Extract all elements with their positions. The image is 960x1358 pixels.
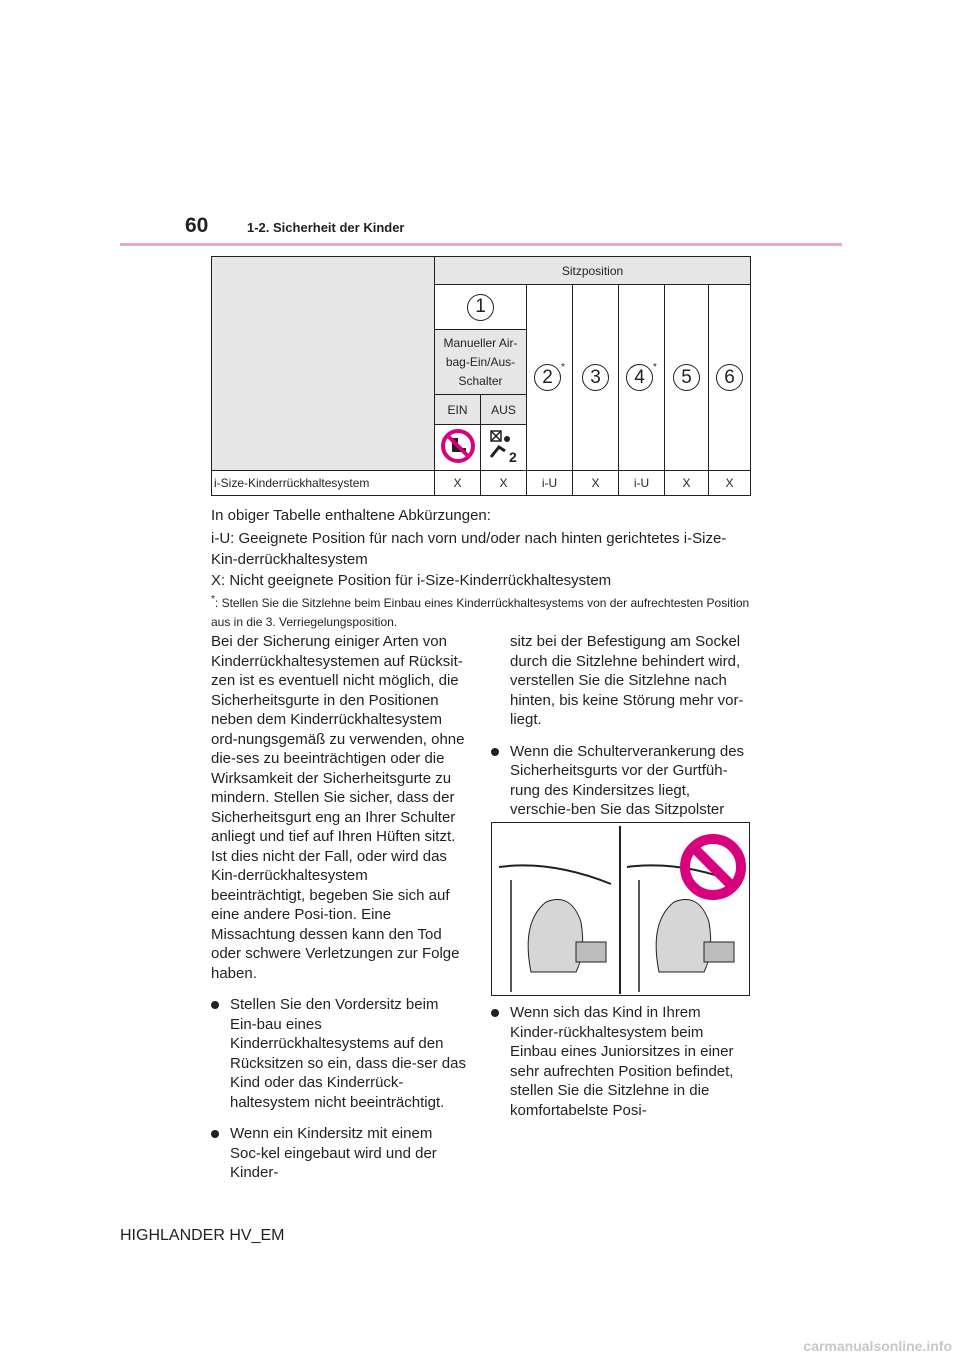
list-item (211, 995, 466, 1112)
sitzposition-header: Sitzposition (435, 257, 751, 285)
bullet-icon (211, 1001, 219, 1009)
watermark: carmanualsonline.info (803, 1338, 952, 1354)
seat-number-3: 3 (582, 364, 609, 391)
airbag-on-indicator-icon (485, 427, 523, 465)
header-divider (120, 243, 842, 246)
svg-text:2: 2 (508, 449, 517, 465)
list-item (491, 1003, 746, 1120)
seat-illustration (491, 822, 750, 996)
seat-6-cell (709, 285, 751, 471)
seat-number-5: 5 (673, 364, 700, 391)
section-title: 1-2. Sicherheit der Kinder (247, 220, 405, 235)
seat-2-asterisk: * (561, 362, 565, 373)
row-label: i-Size-Kinderrückhaltesystem (212, 471, 435, 496)
row-value-3: i-U (527, 471, 573, 496)
bullet-text: Wenn die Schulterverankerung des Sicherheitsgurts vor der Gurtfüh-rung des Kindersitzes liegt, verschie-ben Sie das Sitzpolster (510, 742, 745, 818)
bullet-icon (211, 1130, 219, 1138)
seat-3-cell (573, 285, 619, 471)
footnote-text: : Stellen Sie die Sitzlehne beim Einbau eines Kinderrückhaltesystems von der aufrechtesten Position aus in die 3. Verriegelungsposition. (211, 596, 750, 629)
switch-on-label: EIN (435, 395, 481, 425)
continuation-text: sitz bei der Befestigung am Sockel durch die Sitzlehne behindert wird, verstellen Sie die Sitzlehne nach hinten, bis keine Störung mehr vor-liegt. (510, 633, 744, 728)
bullet-text: Wenn sich das Kind in Ihrem Kinder-rückhaltesystem beim Einbau eines Juniorsitzes in einer sehr aufrechten Position befindet, stellen Sie die Sitzlehne in die komfortabelste Posi- (510, 1004, 734, 1119)
legend-x: X: Nicht geeignete Position für i-Size-Kinderrückhaltesystem (211, 572, 612, 589)
bullet-text: Stellen Sie den Vordersitz beim Ein-bau eines Kinderrückhaltesystems auf den Rücksitzen so ein, dass die-ser das Kind oder das Kinderrück-haltesystem nicht beeinträchtigt. (230, 996, 466, 1111)
list-item (211, 1124, 466, 1183)
seat-number-2: 2 (534, 364, 561, 391)
table-corner (212, 257, 435, 471)
legend-iu: i-U: Geeignete Position für nach vorn und/oder nach hinten gerichtetes i-Size-Kin-derrückhaltesystem (211, 530, 727, 568)
seat-number-4: 4 (626, 364, 653, 391)
warning-paragraph: Bei der Sicherung einiger Arten von Kinderrückhaltesystemen auf Rücksit-zen ist es eventuell nicht möglich, die Sicherheitsgurte in den Positionen neben dem Kinderrückhaltesystem ord-nungsgemäß zu verwenden, ohne die-ses zu beeinträchtigen oder die Wirksamkeit der Sicherheitsgurte zu mindern. Stellen Sie sicher, dass der Sicherheitsgurt eng an Ihrer Schulter anliegt und tief auf Ihren Hüften sitzt. Ist dies nicht der Fall, oder wird das Kin-derrückhaltesystem beeinträchtigt, begeben Sie sich auf eine andere Posi-tion. Eine Missachtung dessen kann den Tod oder schwere Verletzungen zur Folge haben. (211, 633, 465, 982)
right-column (491, 632, 746, 839)
row-value-1: X (435, 471, 481, 496)
right-column-lower (491, 1003, 746, 1120)
footer-model: HIGHLANDER HV_EM (120, 1227, 285, 1244)
row-value-5: i-U (619, 471, 665, 496)
airbag-on-indicator-cell (481, 425, 527, 471)
airbag-switch-label: Manueller Air-bag-Ein/Aus-Schalter (435, 330, 527, 395)
legend-intro: In obiger Tabelle enthaltene Abkürzungen: (211, 507, 491, 524)
airbag-off-indicator-cell (435, 425, 481, 471)
seat-4-asterisk: * (653, 362, 657, 373)
row-value-7: X (709, 471, 751, 496)
footnote-mark: * (211, 594, 215, 605)
row-value-6: X (665, 471, 709, 496)
page-number: 60 (185, 214, 209, 237)
bullet-text: Wenn ein Kindersitz mit einem Soc-kel eingebaut wird und der Kinder- (230, 1125, 437, 1181)
airbag-off-indicator-icon (440, 428, 476, 464)
seat-1-cell (435, 285, 527, 330)
seat-number-1: 1 (467, 294, 494, 321)
switch-off-label: AUS (481, 395, 527, 425)
seat-position-table (211, 256, 751, 496)
seat-2-cell (527, 285, 573, 471)
left-column (211, 632, 466, 1183)
bullet-icon (491, 748, 499, 756)
seat-number-6: 6 (716, 364, 743, 391)
footnote (211, 590, 756, 632)
row-value-4: X (573, 471, 619, 496)
row-value-2: X (481, 471, 527, 496)
seat-4-cell (619, 285, 665, 471)
bullet-icon (491, 1009, 499, 1017)
seat-5-cell (665, 285, 709, 471)
